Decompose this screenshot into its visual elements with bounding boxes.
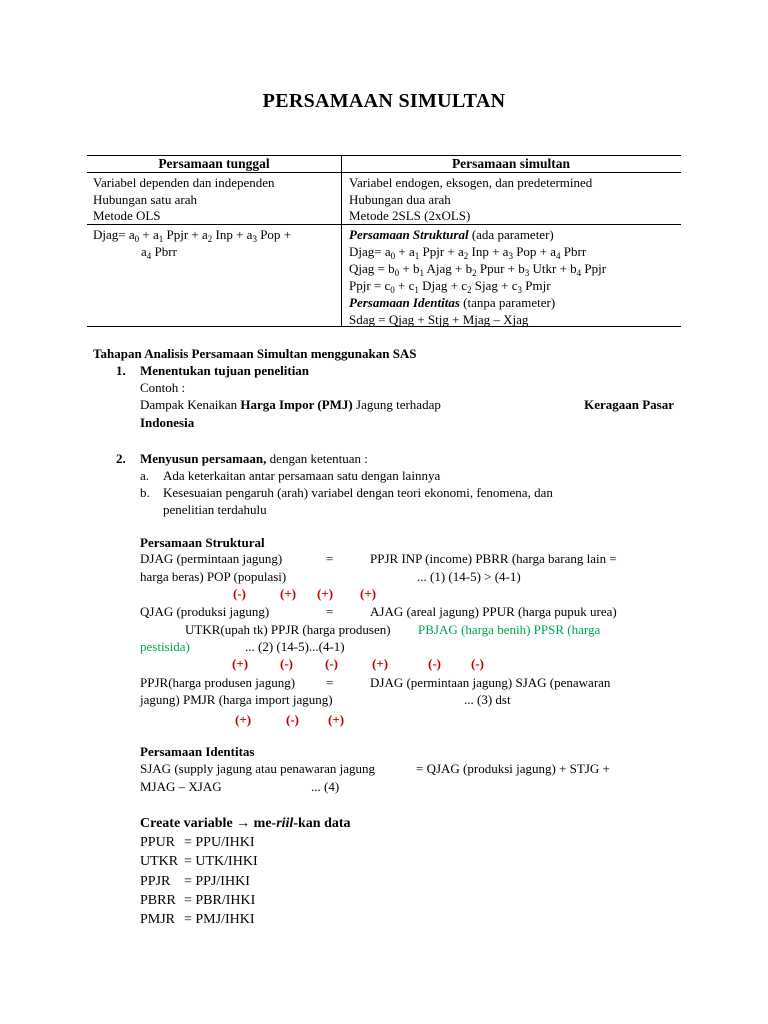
ppjr-line2-right: ... (3) dst [464, 692, 511, 707]
create-variable-text: me- [250, 816, 277, 831]
step2-heading: Menyusun persamaan, [140, 451, 267, 466]
ppjr-equals: = [326, 675, 334, 690]
sign-marker: (-) [428, 656, 441, 671]
qjag-line1-left: QJAG (produksi jagung) [140, 604, 270, 619]
create-variable-text: -kan data [293, 816, 351, 831]
step1-text: Jagung terhadap [352, 397, 441, 412]
qjag-line1-right: AJAG (areal jagung) PPUR (harga pupuk urea) [370, 604, 617, 619]
qjag-line2-black: UTKR(upah tk) PPJR (harga produsen) [185, 622, 391, 637]
djag-line1-right: PPJR INP (income) PBRR (harga barang lain = [370, 551, 617, 566]
sign-marker: (-) [325, 656, 338, 671]
table-row-rule [87, 224, 681, 225]
identity-line1-left: SJAG (supply jagung atau penawaran jagung [140, 761, 376, 776]
djag-line1-left: DJAG (permintaan jagung) [140, 551, 283, 566]
sign-marker: (-) [471, 656, 484, 671]
table-column-divider [341, 155, 342, 326]
ppjr-line1-left: PPJR(harga produsen jagung) [140, 675, 296, 690]
structural-heading: Persamaan Struktural [140, 535, 265, 550]
identity-line1-right: = QJAG (produksi jagung) + STJG + [416, 761, 610, 776]
step2-heading-row [140, 451, 368, 467]
qjag-line3-green: pestisida) [140, 639, 190, 654]
variable-name: PBRR [140, 893, 176, 908]
structural-equation-2: Qjag = $b_0 + b_1$ Ajag + $b_2$ Ppur + $b_3$ Utkr + $b_4$ Ppjr [349, 261, 607, 278]
sign-marker: (+) [235, 712, 252, 727]
sign-marker: (+) [317, 586, 334, 601]
item-a-marker: a. [140, 468, 150, 483]
qjag-line3-black: ... (2) (14-5)...(4-1) [245, 639, 345, 654]
ppjr-line2-left: jagung) PMJR (harga import jagung) [140, 692, 333, 707]
identity-heading: Persamaan Identitas [140, 744, 255, 759]
variable-formula: = PPJ/IHKI [184, 874, 250, 889]
table-cell: Hubungan satu arah [93, 192, 197, 207]
structural-equation-1: Djag= $a_0 + a_1$ Ppjr + $a_2$ Inp + $a_3$ Pop + $a_4$ Pbrr [349, 244, 587, 261]
qjag-line2-green: PBJAG (harga benih) PPSR (harga [418, 622, 601, 637]
table-cell: Metode OLS [93, 208, 161, 223]
sign-marker: (+) [232, 656, 249, 671]
identity-label-row [349, 295, 555, 311]
table-cell: Hubungan dua arah [349, 192, 451, 207]
step2-number: 2. [116, 451, 126, 466]
create-variable-italic: riil [276, 816, 294, 831]
sign-marker: (+) [360, 586, 377, 601]
sign-marker: (+) [280, 586, 297, 601]
item-b-text-line2: penelitian terdahulu [163, 502, 267, 517]
step1-bold-text: Keragaan Pasar [584, 397, 674, 412]
step1-example-text [140, 397, 674, 413]
step1-number: 1. [116, 363, 126, 378]
step1-text: Dampak Kenaikan [140, 397, 241, 412]
ppjr-line1-right: DJAG (permintaan jagung) SJAG (penawaran [370, 675, 611, 690]
step1-bold-text: Harga Impor (PMJ) [240, 397, 353, 412]
variable-formula: = UTK/IHKI [184, 854, 258, 869]
item-a-text: Ada keterkaitan antar persamaan satu dengan lainnya [163, 468, 441, 483]
variable-formula: = PBR/IHKI [184, 893, 256, 908]
djag-line2-left: harga beras) POP (populasi) [140, 569, 287, 584]
table-cell: Metode 2SLS (2xOLS) [349, 208, 471, 223]
table-cell: Variabel endogen, eksogen, dan predetermined [349, 175, 593, 190]
sign-marker: (+) [328, 712, 345, 727]
table-header-simultaneous: Persamaan simultan [451, 156, 571, 171]
identity-equation: Sdag = Qjag + Stjg + Mjag – Xjag [349, 312, 529, 327]
variable-name: PPJR [140, 874, 171, 889]
variable-name: PPUR [140, 835, 176, 850]
structural-suffix: (ada parameter) [468, 227, 554, 242]
table-cell: Variabel dependen dan independen [93, 175, 275, 190]
djag-equals: = [326, 551, 334, 566]
section-title: Tahapan Analisis Persamaan Simultan menggunakan SAS [93, 346, 417, 361]
variable-name: UTKR [140, 854, 179, 869]
sign-marker: (-) [233, 586, 246, 601]
identity-line2-left: MJAG – XJAG [140, 779, 222, 794]
sign-marker: (-) [286, 712, 299, 727]
structural-label-row [349, 227, 554, 243]
item-b-marker: b. [140, 485, 150, 500]
table-header-rule [87, 172, 681, 173]
variable-formula: = PPU/IHKI [184, 835, 255, 850]
identity-line2-right: ... (4) [311, 779, 340, 794]
qjag-equals: = [326, 604, 334, 619]
step1-bold-text: Indonesia [140, 415, 195, 430]
step1-heading: Menentukan tujuan penelitian [140, 363, 310, 378]
table-header-single: Persamaan tunggal [158, 156, 270, 171]
variable-name: PMJR [140, 912, 176, 927]
variable-formula: = PMJ/IHKI [184, 912, 255, 927]
identity-suffix: (tanpa parameter) [459, 295, 556, 310]
single-equation-line1: Djag= $a_0 + a_1$ Ppjr + $a_2$ Inp + $a_3$ Pop + [93, 227, 292, 244]
right-arrow-icon: → [236, 816, 251, 831]
djag-line2-right: ... (1) (14-5) > (4-1) [417, 569, 521, 584]
create-variable-heading [140, 816, 351, 832]
page-title: PERSAMAAN SIMULTAN [262, 90, 506, 112]
sign-marker: (-) [280, 656, 293, 671]
create-variable-text: Create variable [140, 816, 237, 831]
sign-marker: (+) [372, 656, 389, 671]
step2-heading-suffix: dengan ketentuan : [266, 451, 368, 466]
identity-label: Persamaan Identitas [349, 295, 460, 310]
structural-equation-3: Ppjr = $c_0 + c_1$ Djag + $c_2$ Sjag + $c_3$ Pmjr [349, 278, 551, 295]
structural-label: Persamaan Struktural [349, 227, 469, 242]
step1-example-label: Contoh : [140, 380, 186, 395]
single-equation-line2: $a_4$ Pbrr [141, 244, 177, 261]
item-b-text-line1: Kesesuaian pengaruh (arah) variabel dengan teori ekonomi, fenomena, dan [163, 485, 553, 500]
